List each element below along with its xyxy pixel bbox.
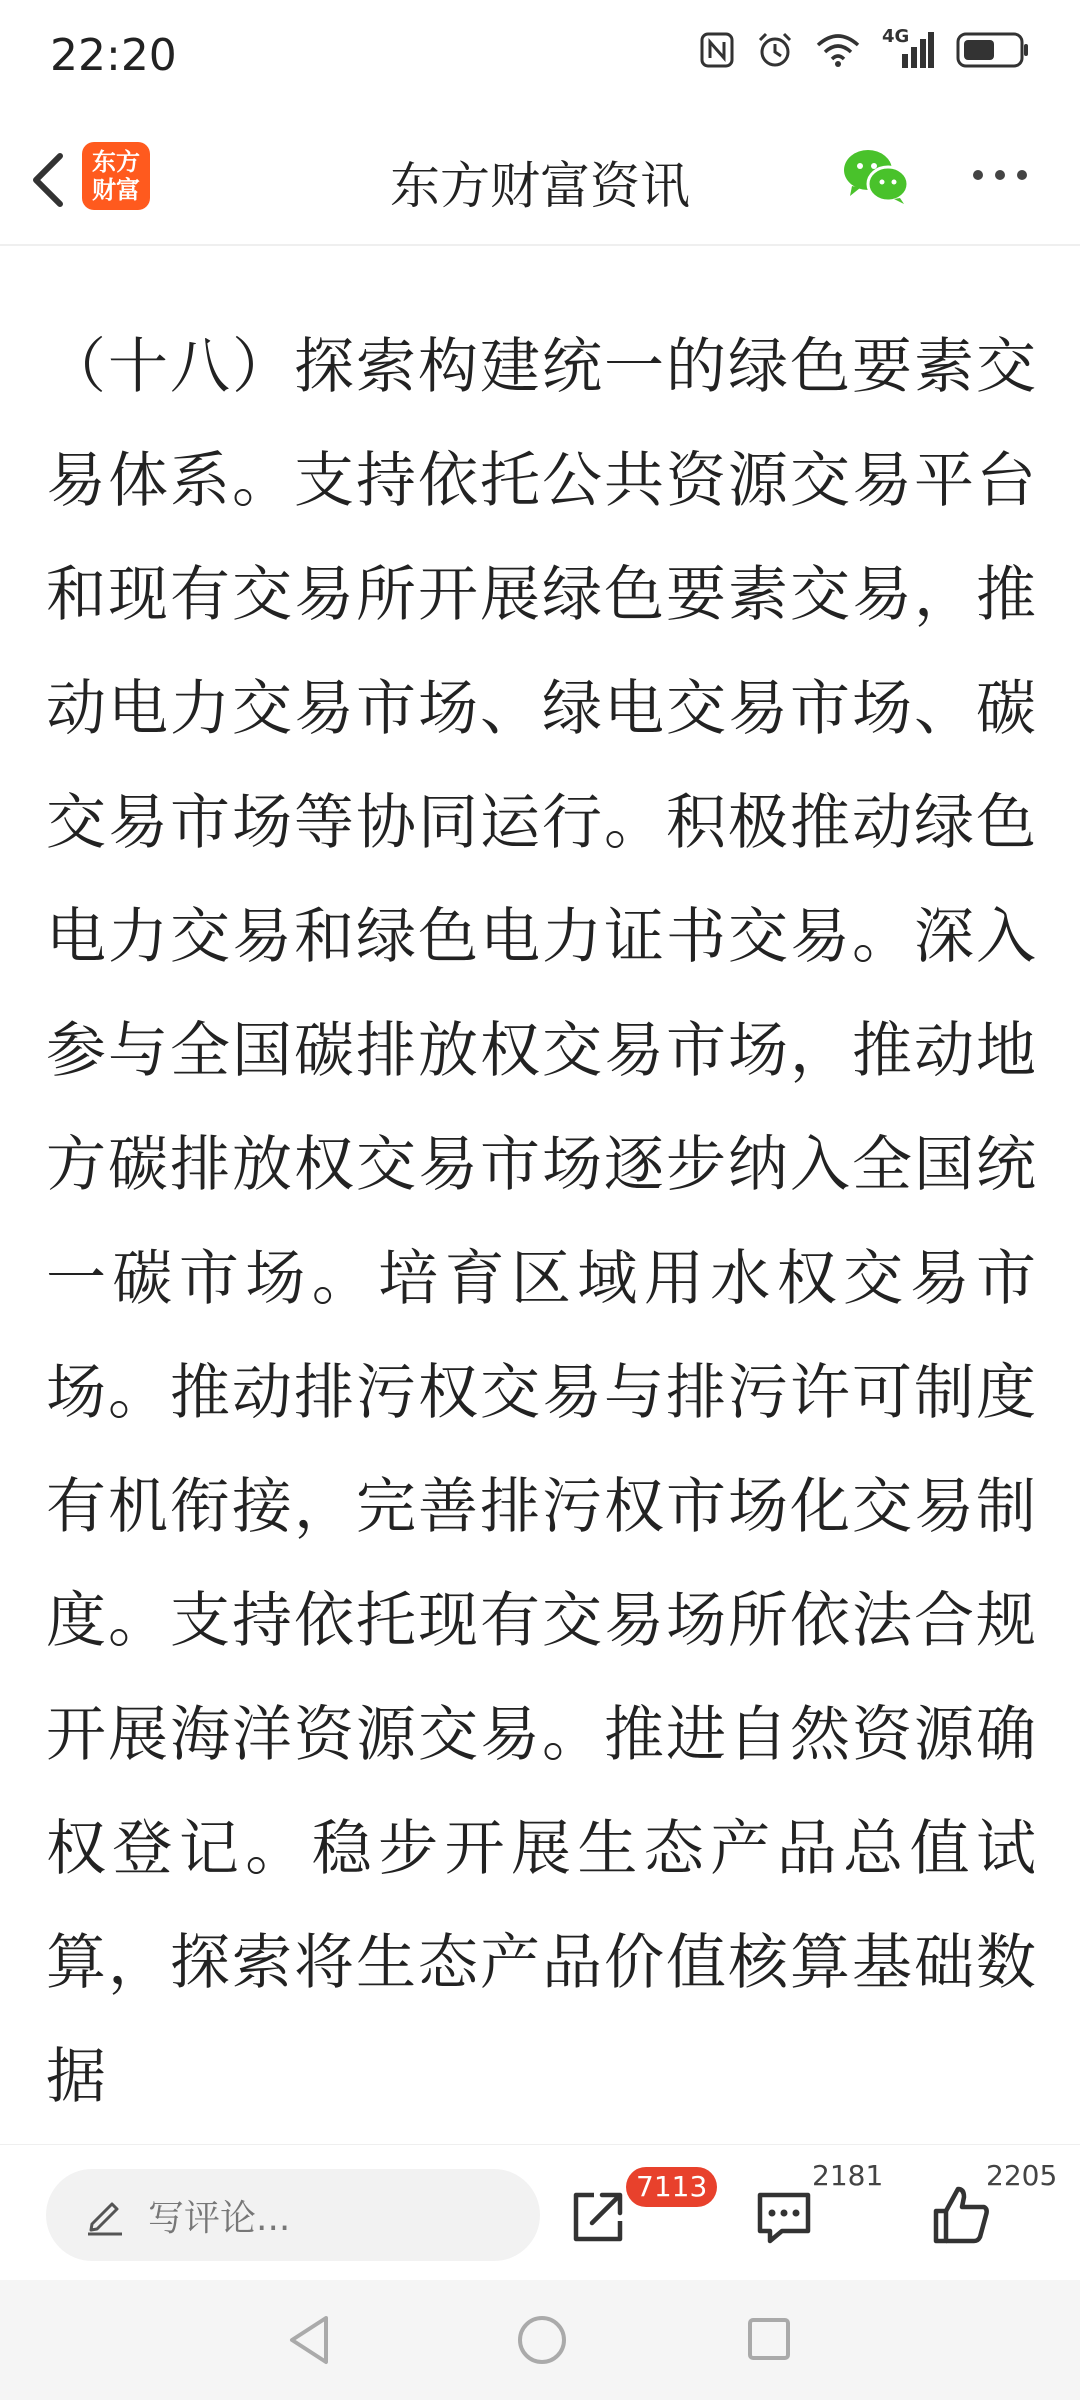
nav-home-icon[interactable] (514, 2312, 570, 2368)
share-icon[interactable] (566, 2185, 630, 2249)
network-type-label: 4G (882, 26, 910, 47)
share-count-badge: 7113 (626, 2167, 717, 2207)
back-arrow-icon[interactable] (22, 146, 82, 214)
app-logo (82, 142, 150, 210)
logo-text-line1: 东方 (92, 148, 140, 176)
battery-icon (956, 32, 1030, 68)
comment-count: 2181 (812, 2159, 884, 2192)
like-count: 2205 (986, 2159, 1058, 2192)
article-body (46, 310, 1036, 2134)
comment-placeholder: 写评论... (148, 2197, 291, 2239)
nfc-icon (700, 32, 734, 68)
thumbs-up-icon[interactable] (930, 2183, 994, 2247)
comment-input[interactable] (46, 2169, 540, 2261)
page-title: 东方财富资讯 (390, 157, 690, 215)
nav-back-icon[interactable] (284, 2312, 334, 2368)
wechat-share-icon[interactable] (842, 146, 910, 206)
comment-icon[interactable] (752, 2185, 816, 2249)
logo-text-line2: 财富 (92, 176, 140, 204)
system-nav-bar (0, 2280, 1080, 2400)
pen-icon (84, 2194, 126, 2236)
alarm-icon (756, 31, 794, 69)
bottom-action-bar (0, 2144, 1080, 2279)
status-bar (0, 0, 1080, 116)
signal-4g-icon (882, 26, 934, 70)
status-time: 22:20 (50, 30, 177, 81)
nav-recent-apps-icon[interactable] (744, 2314, 794, 2364)
article-paragraph: （十八）探索构建统一的绿色要素交易体系。支持依托公共资源交易平台和现有交易所开展绿色要素交易，推动电力交易市场、绿电交易市场、碳交易市场等协同运行。积极推动绿色电力交易和绿色电力证书交易。深入参与全国碳排放权交易市场，推动地方碳排放权交易市场逐步纳入全国统一碳市场。培育区域用水权交易市场。推动排污权交易与排污许可制度有机衔接，完善排污权市场化交易制度。支持依托现有交易场所依法合规开展海洋资源交易。推进自然资源确权登记。稳步开展生态产品总值试算，探索将生态产品价值核算基础数据 (46, 332, 1036, 2112)
status-icons (700, 26, 1030, 70)
app-header (0, 116, 1080, 246)
wifi-icon (816, 33, 860, 67)
more-options-icon[interactable] (970, 160, 1030, 190)
